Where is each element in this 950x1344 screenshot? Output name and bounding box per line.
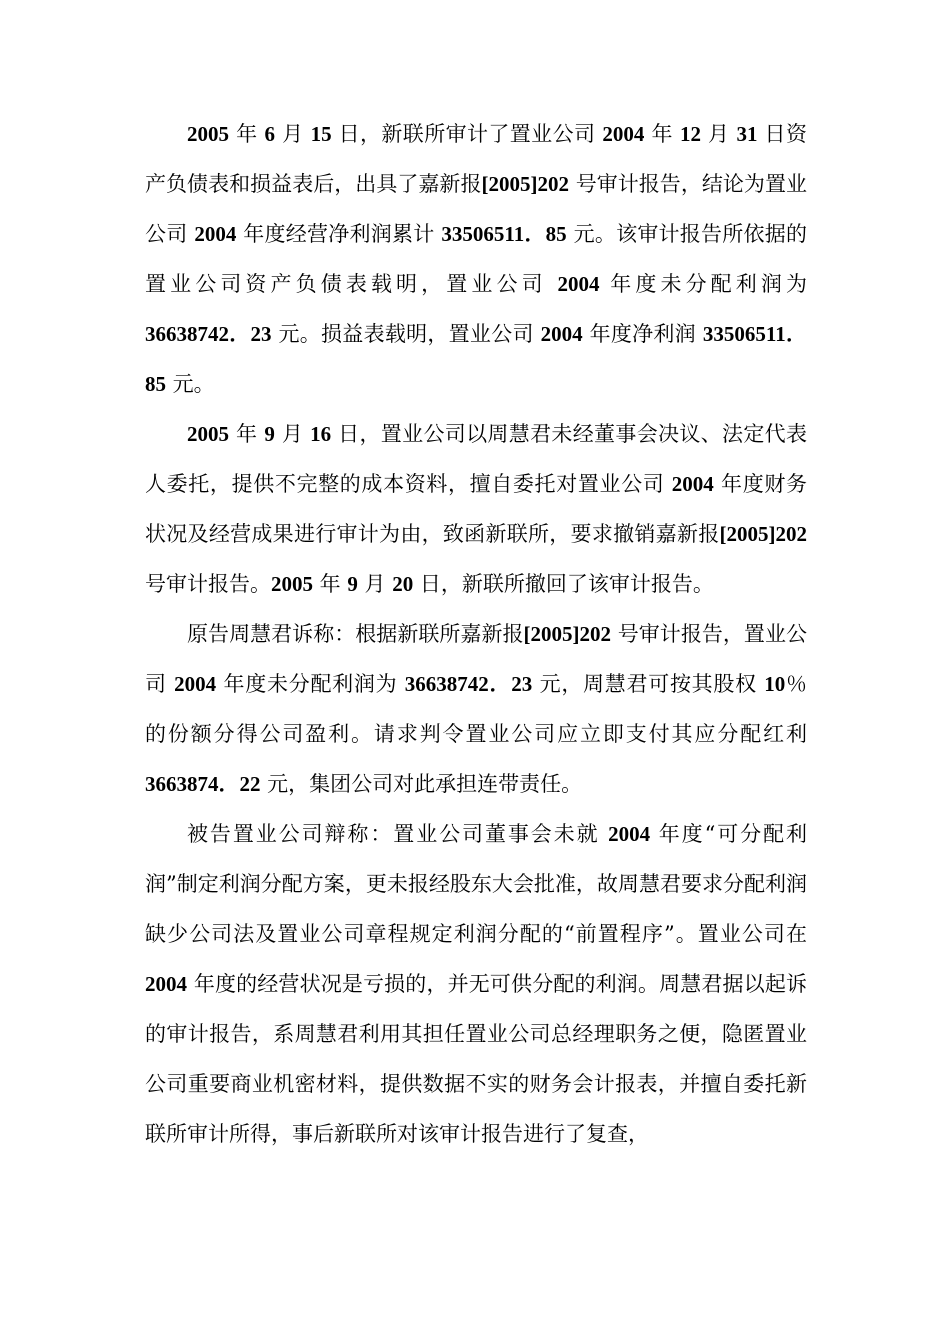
text-run: 元，周慧君可按其股权 — [532, 672, 765, 696]
emphasized-figure: 33506511．85 — [441, 222, 567, 246]
emphasized-figure: 33506511．85 — [145, 322, 808, 396]
text-run: 年度未分配利润为 — [216, 672, 405, 696]
emphasized-figure: 20 — [392, 572, 414, 596]
text-run: 日，新联所撤回了该审计报告。 — [413, 572, 714, 596]
emphasized-figure: 12 — [679, 122, 701, 146]
emphasized-figure: 2005 — [187, 122, 229, 146]
paragraph-defendant-defense — [145, 809, 807, 1159]
document-page — [145, 109, 807, 1159]
emphasized-figure: 2004 — [557, 272, 600, 296]
emphasized-figure: 6 — [264, 122, 276, 146]
paragraph-plaintiff-claim — [145, 609, 807, 809]
text-run: 号审计报告。 — [145, 572, 271, 596]
emphasized-figure: 36638742．23 — [145, 322, 272, 346]
text-run: 年 — [229, 122, 265, 146]
text-run: 日，新联所审计了置业公司 — [331, 122, 603, 146]
emphasized-figure: 2004 — [540, 322, 583, 346]
text-run: 日资产负债表和损益表后，出具了嘉新报 — [145, 122, 807, 196]
emphasized-figure: 36638742．23 — [404, 672, 533, 696]
text-run: 月 — [700, 122, 737, 146]
emphasized-figure: 31 — [736, 122, 758, 146]
text-run: 年度未分配利润为 — [599, 272, 807, 296]
text-run: 年度“可分配利润”制定利润分配方案，更未报经股东大会批准，故周慧君要求分配利润缺少公司法及置业公司章程规定利润分配的“前置程序”。置业公司在 — [145, 822, 807, 946]
emphasized-figure: 2004 — [194, 222, 237, 246]
text-run: 号审计报告，结论为置业公司 — [145, 172, 807, 246]
text-run: 日，置业公司以周慧君未经董事会决议、法定代表人委托，提供不完整的成本资料，擅自委托对置业公司 — [145, 422, 807, 496]
emphasized-figure: 2004 — [145, 972, 187, 996]
paragraph-audit-report — [145, 109, 807, 409]
text-run: ％的份额分得公司盈利。请求判令置业公司应立即支付其应分配红利 — [145, 672, 807, 746]
emphasized-figure: [2005]202 — [481, 172, 569, 196]
text-run: 元。该审计报告所依据的置业公司资产负债表载明，置业公司 — [145, 222, 807, 296]
emphasized-figure: 10 — [764, 672, 786, 696]
text-run: 年 — [313, 572, 348, 596]
emphasized-figure: 2004 — [671, 472, 714, 496]
text-run: 年 — [644, 122, 680, 146]
text-run: 元，集团公司对此承担连带责任。 — [260, 772, 583, 796]
text-run: 被告置业公司辩称：置业公司董事会未就 — [187, 822, 609, 846]
text-run: 年度的经营状况是亏损的，并无可供分配的利润。周慧君据以起诉的审计报告，系周慧君利用其担任置业公司总经理职务之便，隐匿置业公司重要商业机密材料，提供数据不实的财务会计报表，并擅自委托新联所审计所得，事后新联所对该审计报告进行了复查， — [145, 972, 807, 1146]
text-run: 号审计报告，置业公司 — [145, 622, 807, 696]
emphasized-figure: 15 — [310, 122, 332, 146]
text-run: 元。损益表载明，置业公司 — [271, 322, 541, 346]
emphasized-figure: 9 — [347, 572, 358, 596]
text-run: 月 — [357, 572, 393, 596]
text-run: 年度净利润 — [582, 322, 703, 346]
emphasized-figure: 2005 — [187, 422, 229, 446]
text-run: 月 — [274, 422, 311, 446]
emphasized-figure: [2005]202 — [719, 522, 807, 546]
paragraph-revocation-request — [145, 409, 807, 609]
emphasized-figure: [2005]202 — [523, 622, 612, 646]
emphasized-figure: 2004 — [602, 122, 645, 146]
emphasized-figure: 2004 — [608, 822, 651, 846]
text-run: 年 — [229, 422, 265, 446]
emphasized-figure: 9 — [264, 422, 275, 446]
text-run: 年度经营净利润累计 — [236, 222, 442, 246]
text-run: 原告周慧君诉称：根据新联所嘉新报 — [187, 622, 524, 646]
text-run: 年度财务状况及经营成果进行审计为由，致函新联所，要求撤销嘉新报 — [145, 472, 807, 546]
emphasized-figure: 16 — [310, 422, 332, 446]
text-run: 月 — [275, 122, 311, 146]
emphasized-figure: 3663874．22 — [145, 772, 261, 796]
text-run: 元。 — [166, 372, 215, 396]
emphasized-figure: 2005 — [271, 572, 313, 596]
emphasized-figure: 2004 — [174, 672, 217, 696]
